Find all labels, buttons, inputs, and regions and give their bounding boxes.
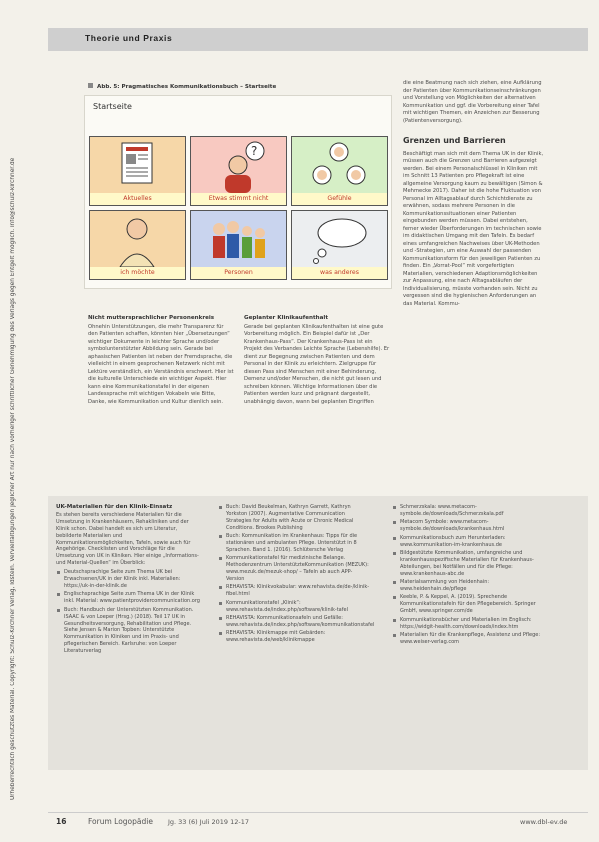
list-item: Kommunikationsbücher und Materialien im Englisch: https://widgit-health.com/downloads/index.htm xyxy=(392,617,542,631)
list-item: Deutschsprachige Seite zum Thema UK bei Erwachsenen/UK in der Klinik inkl. Materialien: https://uk-in-der-klinik.de xyxy=(56,569,202,590)
bullet-icon xyxy=(219,506,222,509)
bullet-icon xyxy=(393,581,396,584)
confused-person-icon xyxy=(191,137,286,193)
thought-bubble-icon xyxy=(292,211,387,267)
tile-was-anderes xyxy=(291,210,388,280)
newspaper-icon xyxy=(90,137,185,193)
page-number: 16 xyxy=(56,817,67,826)
bullet-icon xyxy=(219,535,222,538)
list-item: Buch: David Beukelman, Kathryn Garrett, Kathryn Yorkston (2007). Augmentative Communication Strategies for Adults with Acute or Chronic Medical Conditions. Brookes Publishing xyxy=(218,504,370,532)
bullet-icon xyxy=(219,602,222,605)
bullet-icon xyxy=(393,634,396,637)
column-right xyxy=(403,80,545,308)
list-item: REHAVISTA: Klinikvokabular: www.rehavista.de/de-/klinik-fibel.html xyxy=(218,584,370,598)
figure-caption-text: Abb. 5: Pragmatisches Kommunikationsbuch – Startseite xyxy=(97,84,277,90)
list-item: Englischsprachige Seite zum Thema UK in der Klinik inkl. Material: www.patientprovidercommunication.org xyxy=(56,591,202,605)
materials-list xyxy=(56,569,202,655)
tile-label: Personen xyxy=(191,267,286,279)
materials-heading: UK-Materialien für den Klinik-Einsatz xyxy=(56,504,173,510)
tile-label: Etwas stimmt nicht xyxy=(191,193,286,205)
list-item: REHAVISTA: Kommunikationsafeln und Gefälle: www.rehavista.de/index.php/software/kommunikationstafel xyxy=(218,615,370,629)
svg-text:?: ? xyxy=(251,144,258,158)
bullet-icon xyxy=(393,619,396,622)
journal-name: Forum Logopädie xyxy=(88,817,153,826)
bullet-icon xyxy=(393,506,396,509)
paragraph: Gerade bei geplanten Klinikaufenthalten ist eine gute Vorbereitung möglich. Ein Beispiel dafür ist „Der Krankenhaus-Pass“. Der Krankenhaus-Pass ist ein Projekt des Verbandes Leichte Sprache (Lebenshilfe). Er dient zur Begegnung zwischen Patienten und dem Personal in der Klinik zu erleichtern. Zielgruppe für diesen Pass sind Menschen mit einer Behinderung, Demenz und/oder Menschen, die nicht gut lesen und schreiben können. Wichtige Informationen über die Patienten werden kurz und prägnant dargestellt, unabhängig davon, wann bei geplanten Eingriffen xyxy=(244,323,390,405)
figure-title: Startseite xyxy=(93,102,132,111)
paragraph: die eine Beatmung nach sich ziehen, eine Aufklärung der Patienten über Kommunikationseinschränkungen und Vorstellung von Möglichkeiten der alternativen Kommunikation und ggf. die Vorbereitung einer Tafel mit wichtigen Themen, ein Anzeichen zur Besserung (Patientenversorgung). xyxy=(403,80,542,124)
tile-label: was anderes xyxy=(292,267,387,279)
figure-communication-book xyxy=(84,95,392,289)
person-icon xyxy=(90,211,185,267)
list-item: Materialsammlung von Heidenhain: www.heidenhain.de/pflege xyxy=(392,579,542,593)
list-item: Buch: Kommunikation im Krankenhaus: Tipps für die stationären und ambulanten Pflege. Unterstützt in 8 Sprachen. Band 1. (2016). Schlütersche Verlag xyxy=(218,533,370,554)
tile-gefuehle xyxy=(291,136,388,206)
bullet-icon xyxy=(393,596,396,599)
website: www.dbl-ev.de xyxy=(520,818,568,826)
materials-intro: Es stehen bereits verschiedene Materialien für die Umsetzung in Krankenhäusern, Rehakliniken und der Klinik schon. Dabei handelt es sich um Literatur, bebilderte Materialien und Kommunikationsmöglichkeiten, Tafeln, sowie auch für Angehörige. Checklisten und Vorschläge für die Umsetzung von UK in Kliniken. Hier einige „Informations- und Material-Quellen“ im Überblick: xyxy=(56,511,199,567)
materials-column-1 xyxy=(56,504,202,657)
caption-square-icon xyxy=(88,83,93,88)
bullet-icon xyxy=(219,617,222,620)
list-item: REHAVISTA: Klinikmappe mit Gebärden: www.rehavista.de/web/klinikmappe xyxy=(218,630,370,644)
figure-caption xyxy=(88,83,388,90)
bullet-icon xyxy=(393,552,396,555)
footer-divider xyxy=(48,812,588,813)
paragraph: Beschäftigt man sich mit dem Thema UK in der Klinik, müssen auch die Grenzen und Barrieren aufgezeigt werden. Bei einem Personalschlüssel in Kliniken mit im Schnitt 13 Patienten pro Pflegekraft ist eine allgemeine Versorgung kaum zu bewältigen (Simon & Mehmecke 2017). Daher ist die hohe Fluktuation von Personal im Alltagsablauf durch Schichtdienste zu erwähnen, sodass mehrere Personen in die Kommunikationssituationen einer Patienten eingebunden werden müssen. Dabei entstehen, ferner wieder Überforderungen im technischen sowie im didaktischen Umgang mit den Tafeln. Es bedarf eines umfangreichen Nachweises über UK-Methoden und -Strategien, um eine Auswahl der passenden Kommunikationsform für den jeweiligen Patienten zu finden. Ein „Vorrat-Pool“ mit vorgefertigten Materialien, verschiedenen Adaptionsmöglichkeiten zur Anpassung, eine nach Alltagsabläufen der Individualisierung, müsste vorhanden sein. Nicht zu vergessen sind die hygienischen Anforderungen an das Material. Kommu- xyxy=(403,150,544,307)
list-item: Schmerzskala: www.metacom-symbole.de/downloads/Schmerzskala.pdf xyxy=(392,504,542,518)
tile-personen xyxy=(190,210,287,280)
bullet-icon xyxy=(219,557,222,560)
materials-column-3 xyxy=(392,504,542,647)
bullet-icon xyxy=(57,593,60,596)
list-item: Bildgestützte Kommunikation, umfangreiche und krankenhausspezifische Materialien für Krankenhaus-Abteilungen, bei Notfällen und für die Pflege: www.krankenhaus-abc.de xyxy=(392,550,542,578)
column-left xyxy=(88,315,234,406)
materials-column-2 xyxy=(218,504,375,646)
list-item: Buch: Handbuch der Unterstützten Kommunikation. ISAAC & von Loeper (Hrsg.) (2018). Teil 17 UK in Gesundheitsversorgung, Rehabilitation und Pflege. Siehe Jensen & Marion Topben: Unterstützte Kommunikation in Kliniken und im Praxis- und pflegerischen Bereich. Karlsruhe: von Loeper Literaturverlag xyxy=(56,607,202,655)
tile-label: Gefühle xyxy=(292,193,387,205)
bullet-icon xyxy=(219,632,222,635)
heading-nicht-muttersprachlich: Nicht muttersprachlicher Personenkreis xyxy=(88,315,215,321)
issue-info: Jg. 33 (6) Juli 2019 12-17 xyxy=(168,818,249,826)
column-middle xyxy=(244,315,390,406)
heading-geplanter-klinikaufenthalt: Geplanter Klinikaufenthalt xyxy=(244,315,329,321)
list-item: Metacom Symbole: www.metacom-symbole.de/downloads/krankenhaus.html xyxy=(392,519,542,533)
bullet-icon xyxy=(393,537,396,540)
list-item: Kommunikationstafel „Klinik“: www.rehavista.de/index.php/software/klinik-tafel xyxy=(218,600,370,614)
bullet-icon xyxy=(393,521,396,524)
bullet-icon xyxy=(219,586,222,589)
tile-aktuelles xyxy=(89,136,186,206)
list-item: Kommunikationstafel für medizinische Belange. Methodenzentrum UnterstützteKommunikation (MEZUK): www.mezuk.de/mezuk-shop/ – Tafeln ab auch APP-Version xyxy=(218,555,370,583)
bullet-icon xyxy=(57,571,60,574)
group-icon xyxy=(191,211,286,267)
section-title: Theorie und Praxis xyxy=(85,33,173,43)
list-item: Materialien für die Krankenpflege, Assistenz und Pflege: www.weiser-verlag.com xyxy=(392,632,542,646)
tile-etwas-stimmt-nicht xyxy=(190,136,287,206)
heading-grenzen-und-barrieren: Grenzen und Barrieren xyxy=(403,136,506,145)
materials-list xyxy=(392,504,542,646)
copyright-note: Urheberrechtlich geschütztes Material. Copyright: Schulz-Kirchner Verlag, Idstein. Vervielfältigungen jeglicher Art nur nach vorheriger schriftlicher Genehmigung des Verlags gegen Entgelt möglich. info@schulz-kirchner.de xyxy=(10,157,16,800)
bullet-icon xyxy=(57,609,60,612)
materials-list xyxy=(218,504,375,644)
tile-label: Aktuelles xyxy=(90,193,185,205)
tile-label: ich möchte xyxy=(90,267,185,279)
faces-icon xyxy=(292,137,387,193)
list-item: Kommunikationsbuch zum Herunterladen: www.kommunikation-im-krankenhaus.de xyxy=(392,535,542,549)
paragraph: Ohnehin Unterstützungen, die mehr Transparenz für den Patienten schaffen, könnten hier „Übersetzungen“ wichtiger Dokumente in leichter Sprache und/oder symbolunterstützter Abbildung sein. Gerade bei aphasischen Patienten ist neben der Fremdsprache, die vielleicht in einem gesprochenen Netzwerk nicht mit Lektüre verständlich, ein Verständnis erschwert. Hier ist die kulturelle Unterschiede ein wichtiger Aspekt. Hier kann eine Kommunikationstafel in der eigenen Landessprache mit wichtigen Vokabeln wie Bitte, Danke, wie Kommunikation und Kultur dienlich sein. xyxy=(88,323,234,405)
list-item: Keeble, P. & Keppel, A. (2019). Sprechende Kommunikationstafeln für den Pflegebereich. Springer GmbH, www.springer.com/de xyxy=(392,594,542,615)
tile-ich-moechte xyxy=(89,210,186,280)
